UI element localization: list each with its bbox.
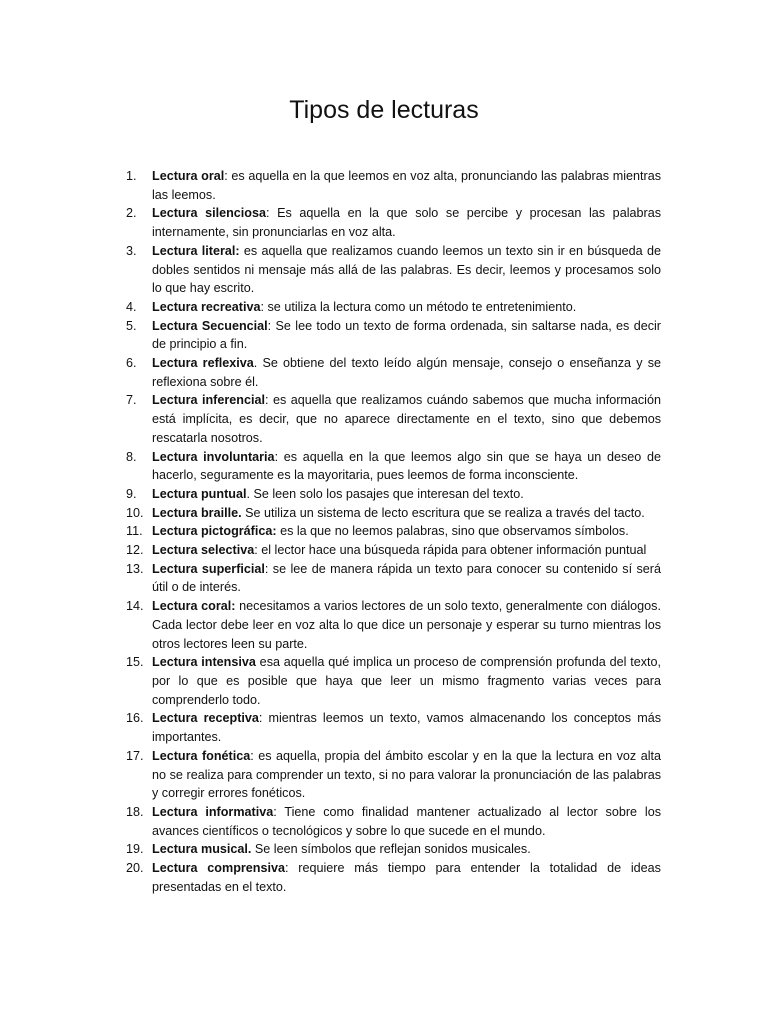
item-number: 19. xyxy=(126,842,144,857)
list-item xyxy=(0,317,661,354)
item-term: Lectura literal: xyxy=(152,243,240,258)
item-description: . Se leen solo los pasajes que interesan del texto. xyxy=(246,486,524,501)
page-title: Tipos de lecturas xyxy=(289,96,479,124)
item-term: Lectura selectiva xyxy=(152,543,255,558)
item-description: : es aquella, propia del ámbito escolar y en la que la lectura en voz alta no se realiza para comprender un texto, si no para valorar la pronunciación de las palabras y corregir errores fonéticos. xyxy=(152,748,661,801)
item-number: 12. xyxy=(126,543,144,558)
item-term: Lectura musical. xyxy=(152,842,252,857)
item-term: Lectura oral xyxy=(152,169,225,183)
item-description: esa aquella qué implica un proceso de comprensión profunda del texto, por lo que es posible que haya que leer un mismo fragmento varias veces para comprenderlo todo. xyxy=(152,655,661,707)
item-number: 11. xyxy=(126,524,143,539)
item-number: 6. xyxy=(126,356,137,371)
item-number: 1. xyxy=(126,169,137,183)
item-description: : el lector hace una búsqueda rápida para obtener información puntual xyxy=(254,543,647,558)
item-term: Lectura intensiva xyxy=(152,655,256,670)
list-item xyxy=(0,354,661,391)
item-description: : mientras leemos un texto, vamos almacenando los conceptos más importantes. xyxy=(152,711,661,745)
item-term: Lectura inferencial xyxy=(152,393,265,408)
list-item xyxy=(0,597,661,653)
item-description: Se utiliza un sistema de lecto escritura que se realiza a través del tacto. xyxy=(241,505,645,520)
list-item xyxy=(0,560,661,597)
item-description: : es aquella en la que leemos en voz alta, pronunciando las palabras mientras las leemos. xyxy=(152,169,661,202)
item-number: 14. xyxy=(126,599,144,614)
item-description: : es aquella que realizamos cuándo sabemos que mucha información está implícita, es decir, que no aparece directamente en el texto, sino que debemos rescatarla nosotros. xyxy=(152,393,661,445)
item-description: : Tiene como finalidad mantener actualizado al lector sobre los avances científicos o tecnológicos y sobre lo que sucede en el mundo. xyxy=(152,804,662,838)
item-term: Lectura puntual xyxy=(152,486,247,501)
item-number: 2. xyxy=(126,206,137,221)
item-term: Lectura receptiva xyxy=(152,711,259,726)
item-description: : es aquella en la que leemos algo sin que se haya un deseo de hacerlo, seguramente es la mayoritaria, pues leemos de forma inconsciente. xyxy=(152,449,661,483)
item-number: 18. xyxy=(126,804,144,819)
item-term: Lectura Secuencial xyxy=(152,318,268,333)
item-description: : requiere más tiempo para entender la totalidad de ideas presentadas en el texto. xyxy=(152,861,661,894)
item-number: 10. xyxy=(126,505,144,520)
item-term: Lectura informativa xyxy=(152,804,274,819)
item-term: Lectura fonética xyxy=(152,748,251,763)
item-description: necesitamos a varios lectores de un solo texto, generalmente con diálogos. Cada lector debe leer en voz alta lo que dice un personaje y esperar su turno mientras los otros lectores leen su parte. xyxy=(152,599,661,651)
item-number: 17. xyxy=(126,748,144,763)
list-item xyxy=(0,204,661,241)
item-description: : Se lee todo un texto de forma ordenada, sin saltarse nada, es decir de principio a fin. xyxy=(152,318,662,352)
item-term: Lectura superficial xyxy=(152,561,265,576)
item-number: 4. xyxy=(126,299,137,314)
list-item xyxy=(0,541,661,560)
list-item xyxy=(0,709,661,746)
item-term: Lectura silenciosa xyxy=(152,206,266,221)
item-term: Lectura pictográfica: xyxy=(152,524,277,539)
item-term: Lectura recreativa xyxy=(152,299,261,314)
item-number: 8. xyxy=(126,449,137,464)
item-number: 15. xyxy=(126,655,144,670)
list-item xyxy=(0,803,661,840)
item-description: : Es aquella en la que solo se percibe y procesan las palabras internamente, sin pronunciarlas en voz alta. xyxy=(152,206,661,240)
list-item xyxy=(0,504,661,523)
list-item xyxy=(0,391,661,447)
item-number: 7. xyxy=(126,393,137,408)
item-number: 20. xyxy=(126,861,144,876)
list-item xyxy=(0,167,661,204)
reading-types-list xyxy=(0,167,768,896)
list-item xyxy=(0,485,661,504)
item-description: : se lee de manera rápida un texto para conocer su contenido sí será útil o de interés. xyxy=(152,561,661,595)
item-term: Lectura involuntaria xyxy=(152,449,275,464)
list-item xyxy=(0,298,661,317)
item-number: 13. xyxy=(126,561,144,576)
list-item xyxy=(0,859,661,896)
list-item xyxy=(0,653,661,709)
item-number: 3. xyxy=(126,243,137,258)
item-description: . Se obtiene del texto leído algún mensaje, consejo o enseñanza y se reflexiona sobre él. xyxy=(152,356,662,389)
item-description: es aquella que realizamos cuando leemos un texto sin ir en búsqueda de dobles sentidos ni mensaje más allá de las palabras. Es decir, leemos y procesamos solo lo que hay escrito. xyxy=(152,243,661,296)
list-item xyxy=(0,747,661,803)
item-number: 16. xyxy=(126,711,144,726)
item-term: Lectura comprensiva xyxy=(152,861,285,876)
list-item xyxy=(0,448,661,485)
item-term: Lectura reflexiva xyxy=(152,356,254,371)
item-description: es la que no leemos palabras, sino que observamos símbolos. xyxy=(276,524,629,539)
item-number: 5. xyxy=(126,318,137,333)
item-description: Se leen símbolos que reflejan sonidos musicales. xyxy=(251,842,531,857)
item-term: Lectura coral: xyxy=(152,599,236,614)
item-description: : se utiliza la lectura como un método te entretenimiento. xyxy=(260,299,577,314)
list-item xyxy=(0,242,661,298)
list-item xyxy=(0,522,661,541)
item-number: 9. xyxy=(126,486,137,501)
item-term: Lectura braille. xyxy=(152,505,242,520)
list-item xyxy=(0,840,661,859)
